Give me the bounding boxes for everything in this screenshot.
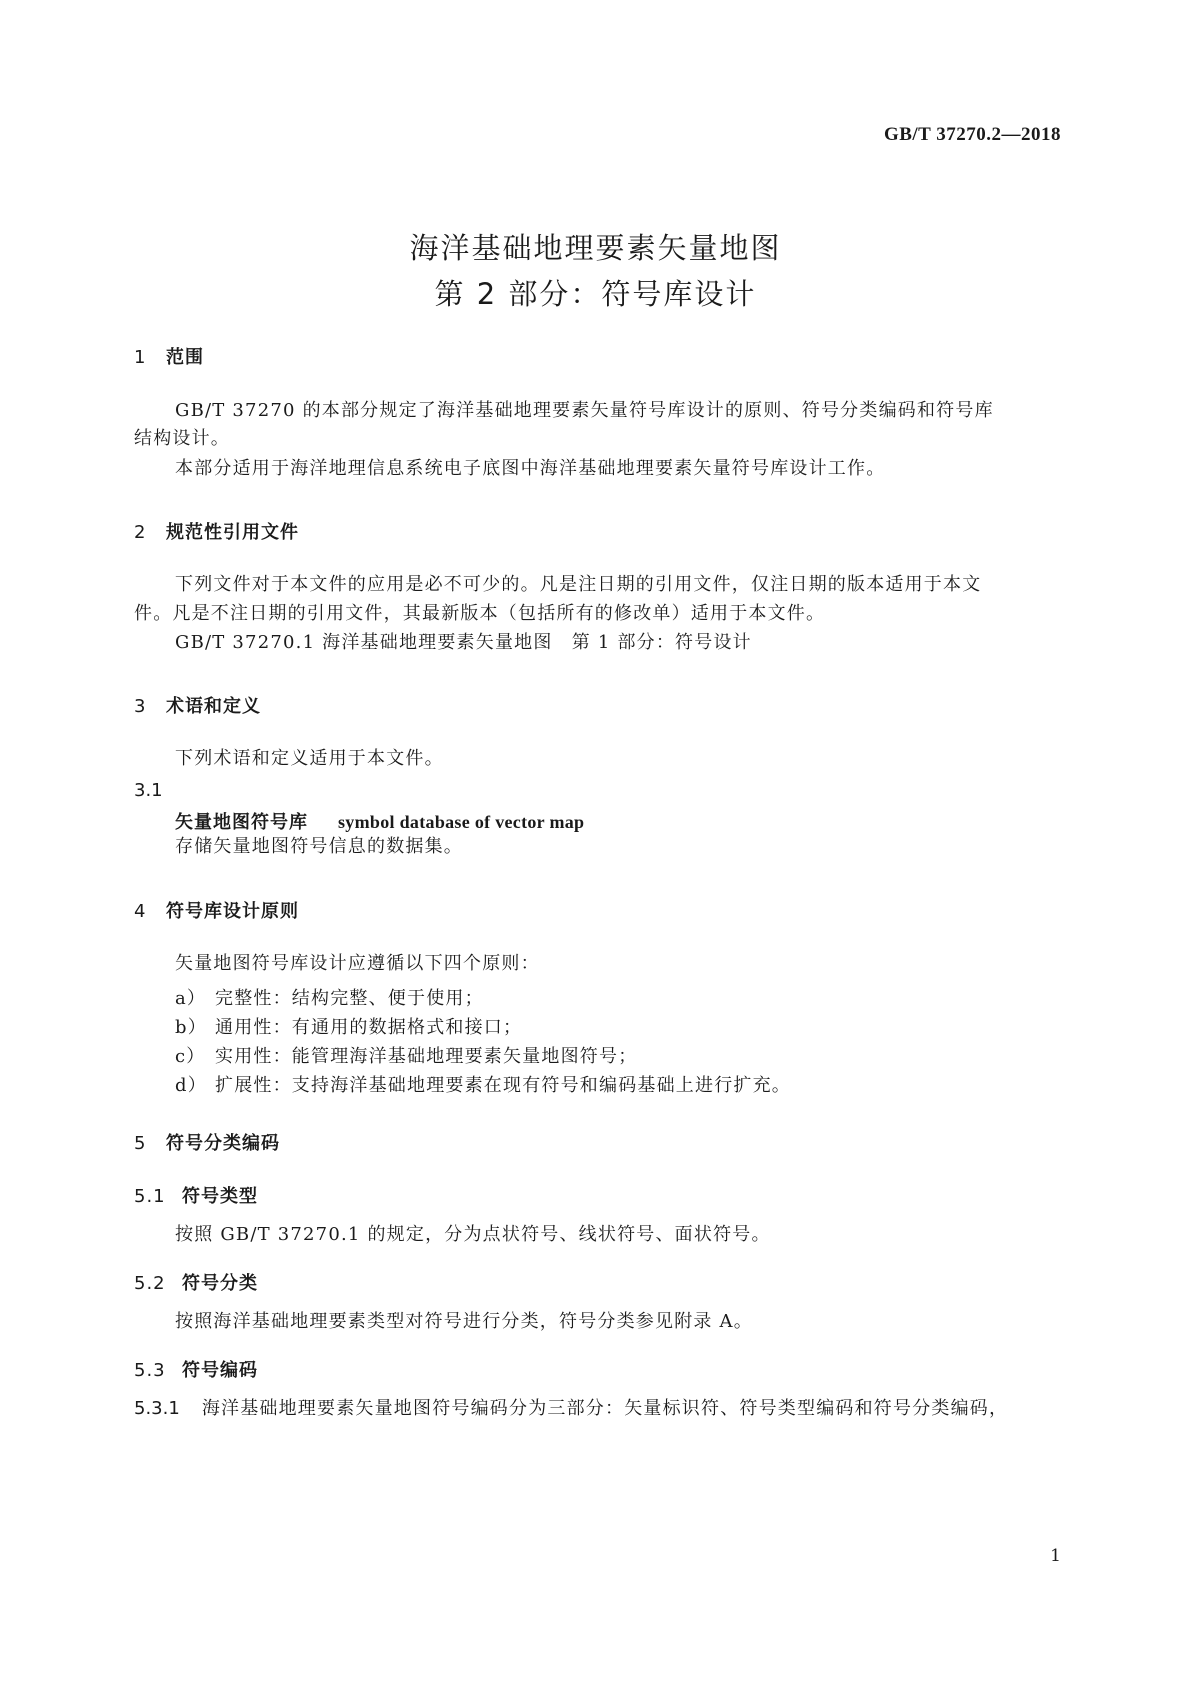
clause-5-3-1 (134, 1400, 1008, 1418)
list-item (175, 1042, 637, 1068)
section-3-heading (134, 692, 261, 718)
list-marker: c） (175, 1046, 206, 1067)
paragraph: 结构设计。 (134, 428, 230, 449)
section-1-heading (134, 343, 204, 369)
section-number: 5.1 (134, 1186, 166, 1207)
paragraph: GB/T 37270 的本部分规定了海洋基础地理要素矢量符号库设计的原则、符号分类编码和符号库 (175, 400, 994, 421)
section-title: 符号分类编码 (166, 1133, 280, 1154)
section-title: 符号库设计原则 (166, 901, 299, 922)
section-number: 5 (134, 1133, 147, 1154)
section-number: 1 (134, 347, 147, 368)
term-english: symbol database of vector map (338, 812, 585, 832)
paragraph: 矢量地图符号库设计应遵循以下四个原则： (175, 953, 540, 974)
term-definition: 存储矢量地图符号信息的数据集。 (175, 836, 463, 857)
term-chinese: 矢量地图符号库 (175, 812, 308, 833)
section-2-heading (134, 518, 299, 544)
section-5-1-heading (134, 1182, 258, 1208)
term-heading (175, 808, 584, 834)
list-text: 实用性：能管理海洋基础地理要素矢量地图符号； (215, 1046, 638, 1067)
section-title: 符号类型 (182, 1186, 258, 1207)
clause-number: 5.3.1 (134, 1398, 180, 1419)
section-5-heading (134, 1129, 280, 1155)
page-number: 1 (1050, 1546, 1061, 1566)
section-number: 4 (134, 901, 147, 922)
document-title-line1: 海洋基础地理要素矢量地图 (409, 231, 782, 265)
section-5-2-heading (134, 1269, 258, 1295)
section-title: 符号编码 (182, 1360, 258, 1381)
section-title: 术语和定义 (166, 696, 261, 717)
document-title-line2: 第 2 部分：符号库设计 (434, 277, 757, 311)
paragraph: 下列术语和定义适用于本文件。 (175, 748, 444, 769)
section-title: 符号分类 (182, 1273, 258, 1294)
section-number: 5.3 (134, 1360, 166, 1381)
section-5-3-heading (134, 1356, 258, 1382)
term-number: 3.1 (134, 780, 163, 801)
normative-reference: GB/T 37270.1 海洋基础地理要素矢量地图 第 1 部分：符号设计 (175, 632, 752, 653)
paragraph: 下列文件对于本文件的应用是必不可少的。凡是注日期的引用文件，仅注日期的版本适用于本文 (175, 574, 982, 595)
section-number: 3 (134, 696, 147, 717)
list-item (175, 1013, 522, 1039)
list-text: 通用性：有通用的数据格式和接口； (215, 1017, 523, 1038)
section-4-heading (134, 897, 299, 923)
list-marker: d） (175, 1075, 207, 1096)
paragraph: 件。凡是不注日期的引用文件，其最新版本（包括所有的修改单）适用于本文件。 (134, 603, 826, 624)
list-item (175, 984, 484, 1010)
standard-code: GB/T 37270.2—2018 (883, 124, 1061, 145)
section-number: 5.2 (134, 1273, 166, 1294)
list-text: 完整性：结构完整、便于使用； (215, 988, 484, 1009)
list-marker: b） (175, 1017, 207, 1038)
list-item (175, 1071, 791, 1097)
paragraph: 按照海洋基础地理要素类型对符号进行分类，符号分类参见附录 A。 (175, 1311, 753, 1332)
section-title: 范围 (166, 347, 204, 368)
list-text: 扩展性：支持海洋基础地理要素在现有符号和编码基础上进行扩充。 (215, 1075, 791, 1096)
clause-text: 海洋基础地理要素矢量地图符号编码分为三部分：矢量标识符、符号类型编码和符号分类编码， (201, 1398, 1009, 1419)
paragraph: 按照 GB/T 37270.1 的规定，分为点状符号、线状符号、面状符号。 (175, 1224, 771, 1245)
paragraph: 本部分适用于海洋地理信息系统电子底图中海洋基础地理要素矢量符号库设计工作。 (175, 458, 886, 479)
section-number: 2 (134, 522, 147, 543)
list-marker: a） (175, 988, 207, 1009)
section-title: 规范性引用文件 (166, 522, 299, 543)
